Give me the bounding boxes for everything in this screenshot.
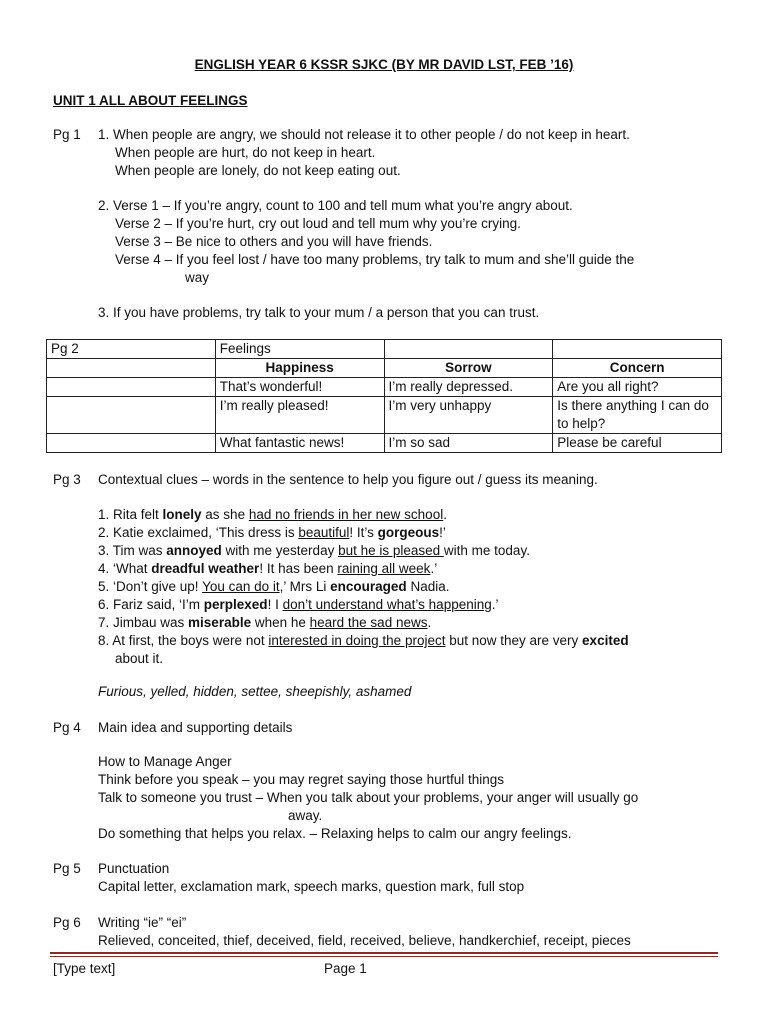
pg1-item2-line2: Verse 2 – If you’re hurt, cry out loud and tell mum why you’re crying. bbox=[115, 216, 521, 231]
table-cell: Is there anything I can do to help? bbox=[553, 397, 722, 434]
table-row bbox=[47, 434, 722, 453]
table-cell: What fantastic news! bbox=[215, 434, 384, 453]
pg3-word-list: Furious, yelled, hidden, settee, sheepishly, ashamed bbox=[98, 684, 412, 699]
pg6-intro: Writing “ie” “ei” bbox=[98, 915, 187, 930]
pg5-detail: Capital letter, exclamation mark, speech marks, question mark, full stop bbox=[98, 879, 525, 894]
header-concern: Concern bbox=[553, 359, 722, 378]
table-cell: I’m so sad bbox=[384, 434, 553, 453]
pg1-item1-line3: When people are lonely, do not keep eating out. bbox=[115, 163, 401, 178]
footer-rule bbox=[50, 952, 718, 954]
header-sorrow: Sorrow bbox=[384, 359, 553, 378]
feelings-label: Feelings bbox=[215, 340, 384, 359]
table-cell: I’m very unhappy bbox=[384, 397, 553, 434]
page-title: ENGLISH YEAR 6 KSSR SJKC (BY MR DAVID LST, FEB ’16) bbox=[194, 57, 574, 72]
sentence-7: 7. Jimbau was miserable when he heard the sad news. bbox=[98, 615, 432, 630]
table-row bbox=[47, 397, 722, 434]
table-cell: I’m really pleased! bbox=[215, 397, 384, 434]
pg3-intro: Contextual clues – words in the sentence to help you figure out / guess its meaning. bbox=[98, 472, 598, 487]
sentence-2: 2. Katie exclaimed, ‘This dress is beautiful! It’s gorgeous!’ bbox=[98, 525, 446, 540]
header-happiness: Happiness bbox=[215, 359, 384, 378]
sentence-6: 6. Fariz said, ‘I’m perplexed! I don’t understand what’s happening.’ bbox=[98, 597, 499, 612]
pg4-line3-cont: away. bbox=[288, 808, 323, 823]
table-cell: I’m really depressed. bbox=[384, 378, 553, 397]
pg1-item3: 3. If you have problems, try talk to your mum / a person that you can trust. bbox=[98, 305, 540, 320]
footer-page-number: Page 1 bbox=[324, 961, 367, 976]
sentence-1: 1. Rita felt lonely as she had no friends in her new school. bbox=[98, 507, 447, 522]
sentence-4: 4. ‘What dreadful weather! It has been raining all week.’ bbox=[98, 561, 438, 576]
pg5-label: Pg 5 bbox=[53, 861, 81, 876]
table-row bbox=[47, 378, 722, 397]
pg1-label: Pg 1 bbox=[53, 127, 81, 142]
sentence-3: 3. Tim was annoyed with me yesterday but he is pleased with me today. bbox=[98, 543, 530, 558]
pg4-line4: Do something that helps you relax. – Relaxing helps to calm our angry feelings. bbox=[98, 826, 572, 841]
pg1-item2-line3: Verse 3 – Be nice to others and you will have friends. bbox=[115, 234, 433, 249]
pg3-label: Pg 3 bbox=[53, 472, 81, 487]
feelings-table bbox=[46, 339, 722, 453]
pg1-item1-line2: When people are hurt, do not keep in heart. bbox=[115, 145, 376, 160]
pg6-detail: Relieved, conceited, thief, deceived, field, received, believe, handkerchief, receipt, pieces bbox=[98, 933, 631, 948]
table-cell: Please be careful bbox=[553, 434, 722, 453]
pg4-line3: Talk to someone you trust – When you talk about your problems, your anger will usually go bbox=[98, 790, 639, 805]
sentence-8: 8. At first, the boys were not interested in doing the project but now they are very excited bbox=[98, 633, 629, 648]
pg5-intro: Punctuation bbox=[98, 861, 170, 876]
pg1-item2-line4: Verse 4 – If you feel lost / have too many problems, try talk to mum and she’ll guide the bbox=[115, 252, 635, 267]
pg1-item2-line1: 2. Verse 1 – If you’re angry, count to 100 and tell mum what you’re angry about. bbox=[98, 198, 573, 213]
pg4-line2: Think before you speak – you may regret saying those hurtful things bbox=[98, 772, 504, 787]
table-cell: Are you all right? bbox=[553, 378, 722, 397]
pg6-label: Pg 6 bbox=[53, 915, 81, 930]
pg4-line1: How to Manage Anger bbox=[98, 754, 232, 769]
pg4-intro: Main idea and supporting details bbox=[98, 720, 293, 735]
footer-rule-thin bbox=[50, 956, 718, 957]
sentence-8-cont: about it. bbox=[115, 651, 164, 666]
pg4-label: Pg 4 bbox=[53, 720, 81, 735]
footer-placeholder: [Type text] bbox=[53, 961, 116, 976]
sentence-5: 5. ‘Don’t give up! You can do it,’ Mrs Li encouraged Nadia. bbox=[98, 579, 450, 594]
pg1-item2-line5: way bbox=[185, 270, 210, 285]
table-cell: That’s wonderful! bbox=[215, 378, 384, 397]
unit-heading: UNIT 1 ALL ABOUT FEELINGS bbox=[53, 93, 248, 108]
pg1-item1-line1: 1. When people are angry, we should not release it to other people / do not keep in heart. bbox=[98, 127, 630, 142]
pg2-label: Pg 2 bbox=[47, 340, 216, 359]
